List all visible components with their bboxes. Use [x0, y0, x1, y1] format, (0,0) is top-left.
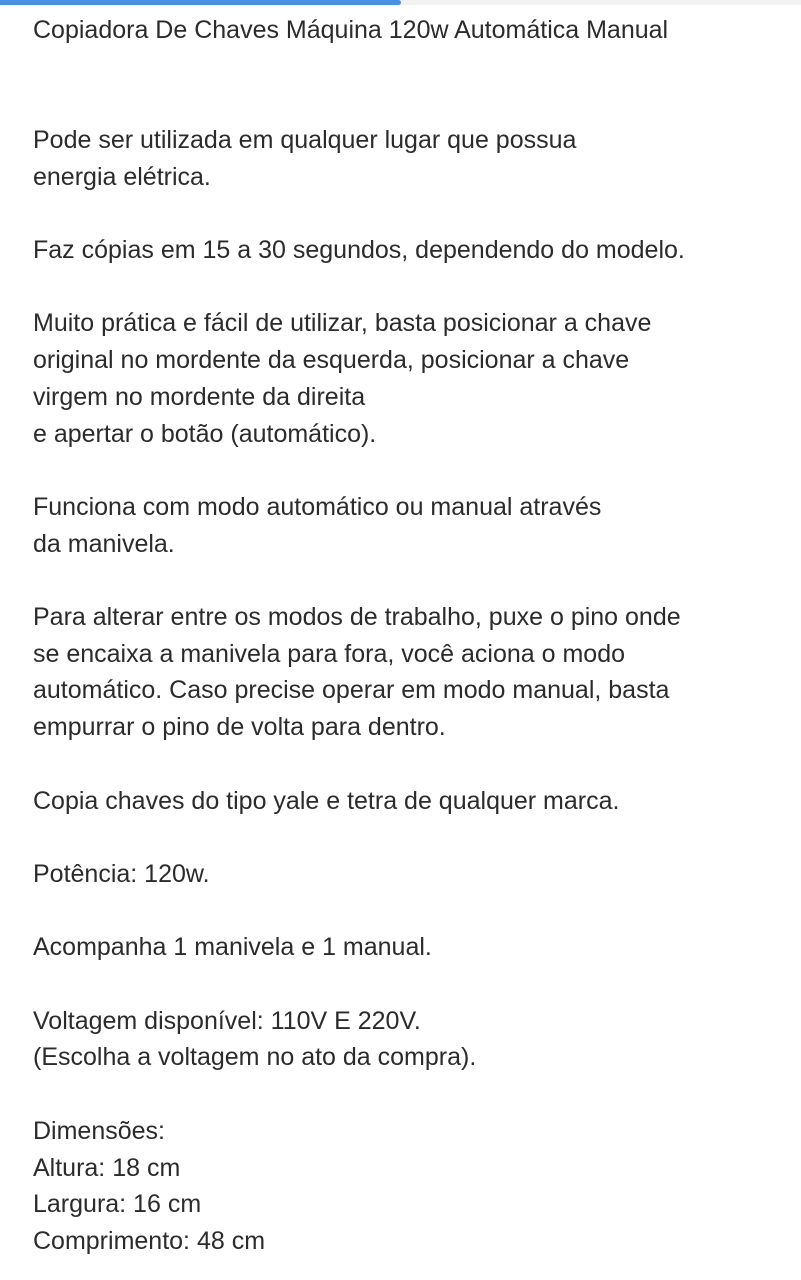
description-line: Copia chaves do tipo yale e tetra de qualquer marca.	[33, 786, 620, 815]
description-line: (Escolha a voltagem no ato da compra).	[33, 1043, 477, 1072]
description-paragraph	[33, 599, 793, 746]
description-line: Muito prática e fácil de utilizar, basta posicionar a chave	[33, 309, 652, 338]
description-line: Voltagem disponível: 110V E 220V.	[33, 1006, 421, 1035]
description-line: Para alterar entre os modos de trabalho, puxe o pino onde	[33, 603, 681, 632]
description-line: automático. Caso precise operar em modo manual, basta	[33, 676, 670, 705]
product-description	[33, 122, 793, 1280]
description-line: Acompanha 1 manivela e 1 manual.	[33, 933, 432, 962]
description-line: se encaixa a manivela para fora, você aciona o modo	[33, 639, 626, 668]
description-line: Potência: 120w.	[33, 859, 210, 888]
scroll-progress-track	[0, 0, 801, 5]
description-line: energia elétrica.	[33, 162, 211, 191]
description-line: empurrar o pino de volta para dentro.	[33, 713, 446, 742]
description-line: Altura: 18 cm	[33, 1153, 181, 1182]
description-paragraph	[33, 1113, 793, 1260]
description-paragraph	[33, 122, 793, 195]
description-line: da manivela.	[33, 529, 175, 558]
description-paragraph	[33, 856, 793, 893]
description-line: Comprimento: 48 cm	[33, 1226, 266, 1255]
description-line: e apertar o botão (automático).	[33, 419, 377, 448]
description-paragraph	[33, 1003, 793, 1076]
description-line: original no mordente da esquerda, posicionar a chave	[33, 346, 630, 375]
description-line: Faz cópias em 15 a 30 segundos, dependendo do modelo.	[33, 236, 685, 265]
description-paragraph	[33, 305, 793, 452]
description-line: Largura: 16 cm	[33, 1190, 202, 1219]
description-line: virgem no mordente da direita	[33, 382, 366, 411]
description-line: Pode ser utilizada em qualquer lugar que possua	[33, 126, 577, 154]
description-paragraph	[33, 489, 793, 562]
scroll-progress-fill	[0, 0, 401, 5]
description-line: Funciona com modo automático ou manual através	[33, 492, 602, 521]
description-line: Dimensões:	[33, 1116, 165, 1145]
description-paragraph	[33, 929, 793, 966]
description-paragraph	[33, 232, 793, 269]
product-title: Copiadora De Chaves Máquina 120w Automática Manual	[33, 16, 669, 44]
description-paragraph	[33, 783, 793, 820]
